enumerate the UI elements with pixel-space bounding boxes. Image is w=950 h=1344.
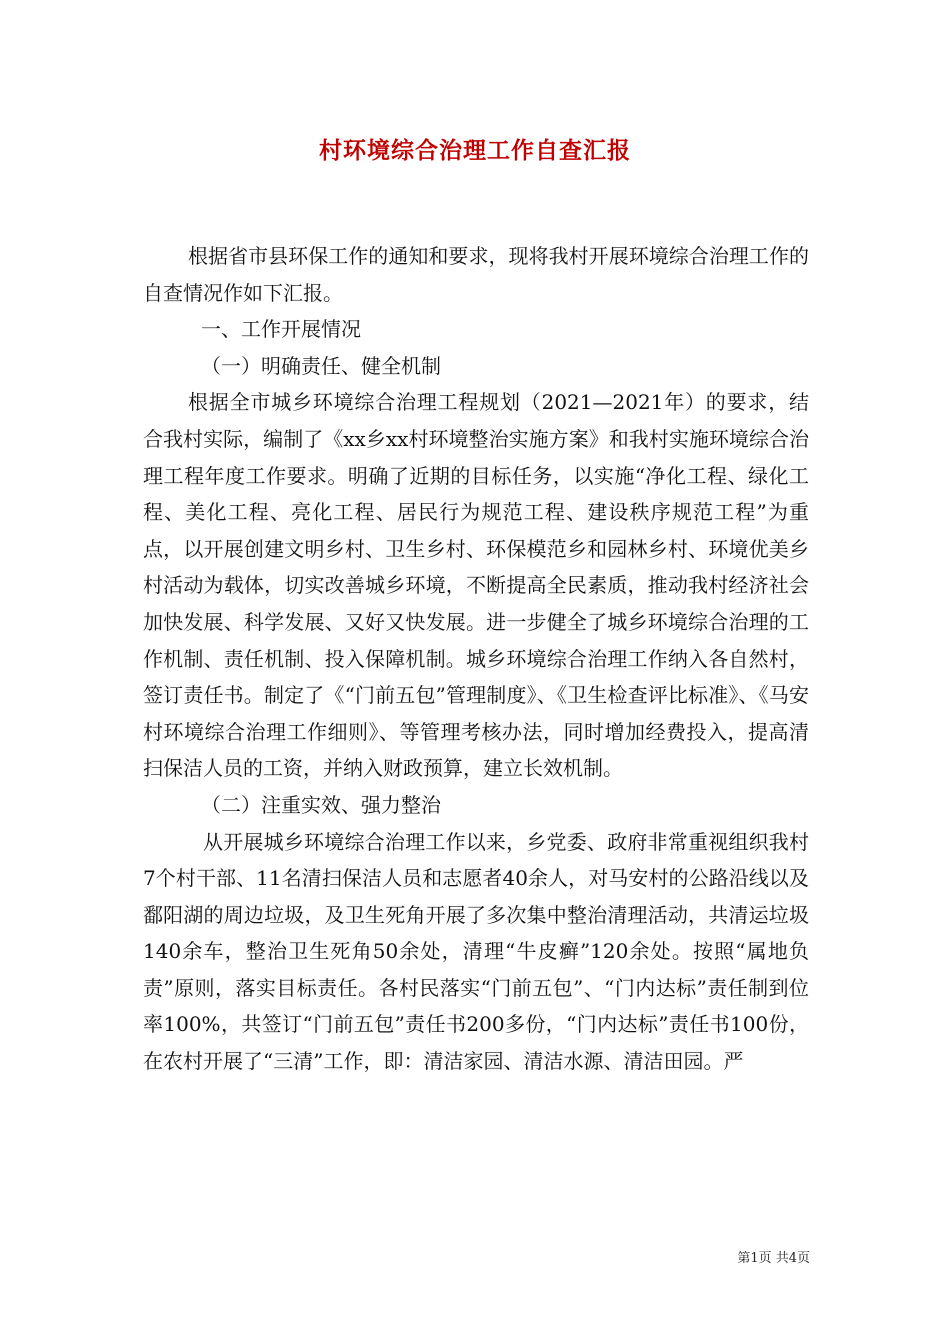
- subsection-body-rectification: 从开展城乡环境综合治理工作以来，乡党委、政府非常重视组织我村7个村干部、11名清扫保洁人员和志愿者40余人，对马安村的公路沿线以及鄱阳湖的周边垃圾，及卫生死角开展了多次集中整治清理活动，共清运垃圾140余车，整治卫生死角50余处，清理“牛皮癣”120余处。按照“属地负责”原则，落实目标责任。各村民落实“门前五包”、“门内达标”责任制到位率100%，共签订“门前五包”责任书200多份，“门内达标”责任书100份，在农村开展了“三清”工作，即：清洁家园、清洁水源、清洁田园。严: [143, 829, 809, 1074]
- document-body: [143, 238, 809, 1080]
- document-title: 村环境综合治理工作自查汇报: [319, 137, 631, 164]
- subsection-heading-rectification: （二）注重实效、强力整治: [201, 792, 441, 817]
- section-heading-work-status: 一、工作开展情况: [201, 317, 361, 342]
- intro-paragraph: 根据省市县环保工作的通知和要求，现将我村开展环境综合治理工作的自查情况作如下汇报。: [143, 244, 809, 305]
- subsection-body-responsibility: 根据全市城乡环境综合治理工程规划（2021—2021年）的要求，结合我村实际，编制了《xx乡xx村环境整治实施方案》和我村实施环境综合治理工程年度工作要求。明确了近期的目标任务，以实施“净化工程、绿化工程、美化工程、亮化工程、居民行为规范工程、建设秩序规范工程”为重点，以开展创建文明乡村、卫生乡村、环保模范乡和园林乡村、环境优美乡村活动为载体，切实改善城乡环境，不断提高全民素质，推动我村经济社会加快发展、科学发展、又好又快发展。进一步健全了城乡环境综合治理的工作机制、责任机制、投入保障机制。城乡环境综合治理工作纳入各自然村，签订责任书。制定了《“门前五包”管理制度》、《卫生检查评比标准》、《马安村环境综合治理工作细则》、等管理考核办法，同时增加经费投入，提高清扫保洁人员的工资，并纳入财政预算，建立长效机制。: [143, 390, 809, 781]
- subsection-heading-responsibility: （一）明确责任、健全机制: [201, 353, 441, 378]
- page-number-footer: 第1页 共4页: [737, 1251, 810, 1266]
